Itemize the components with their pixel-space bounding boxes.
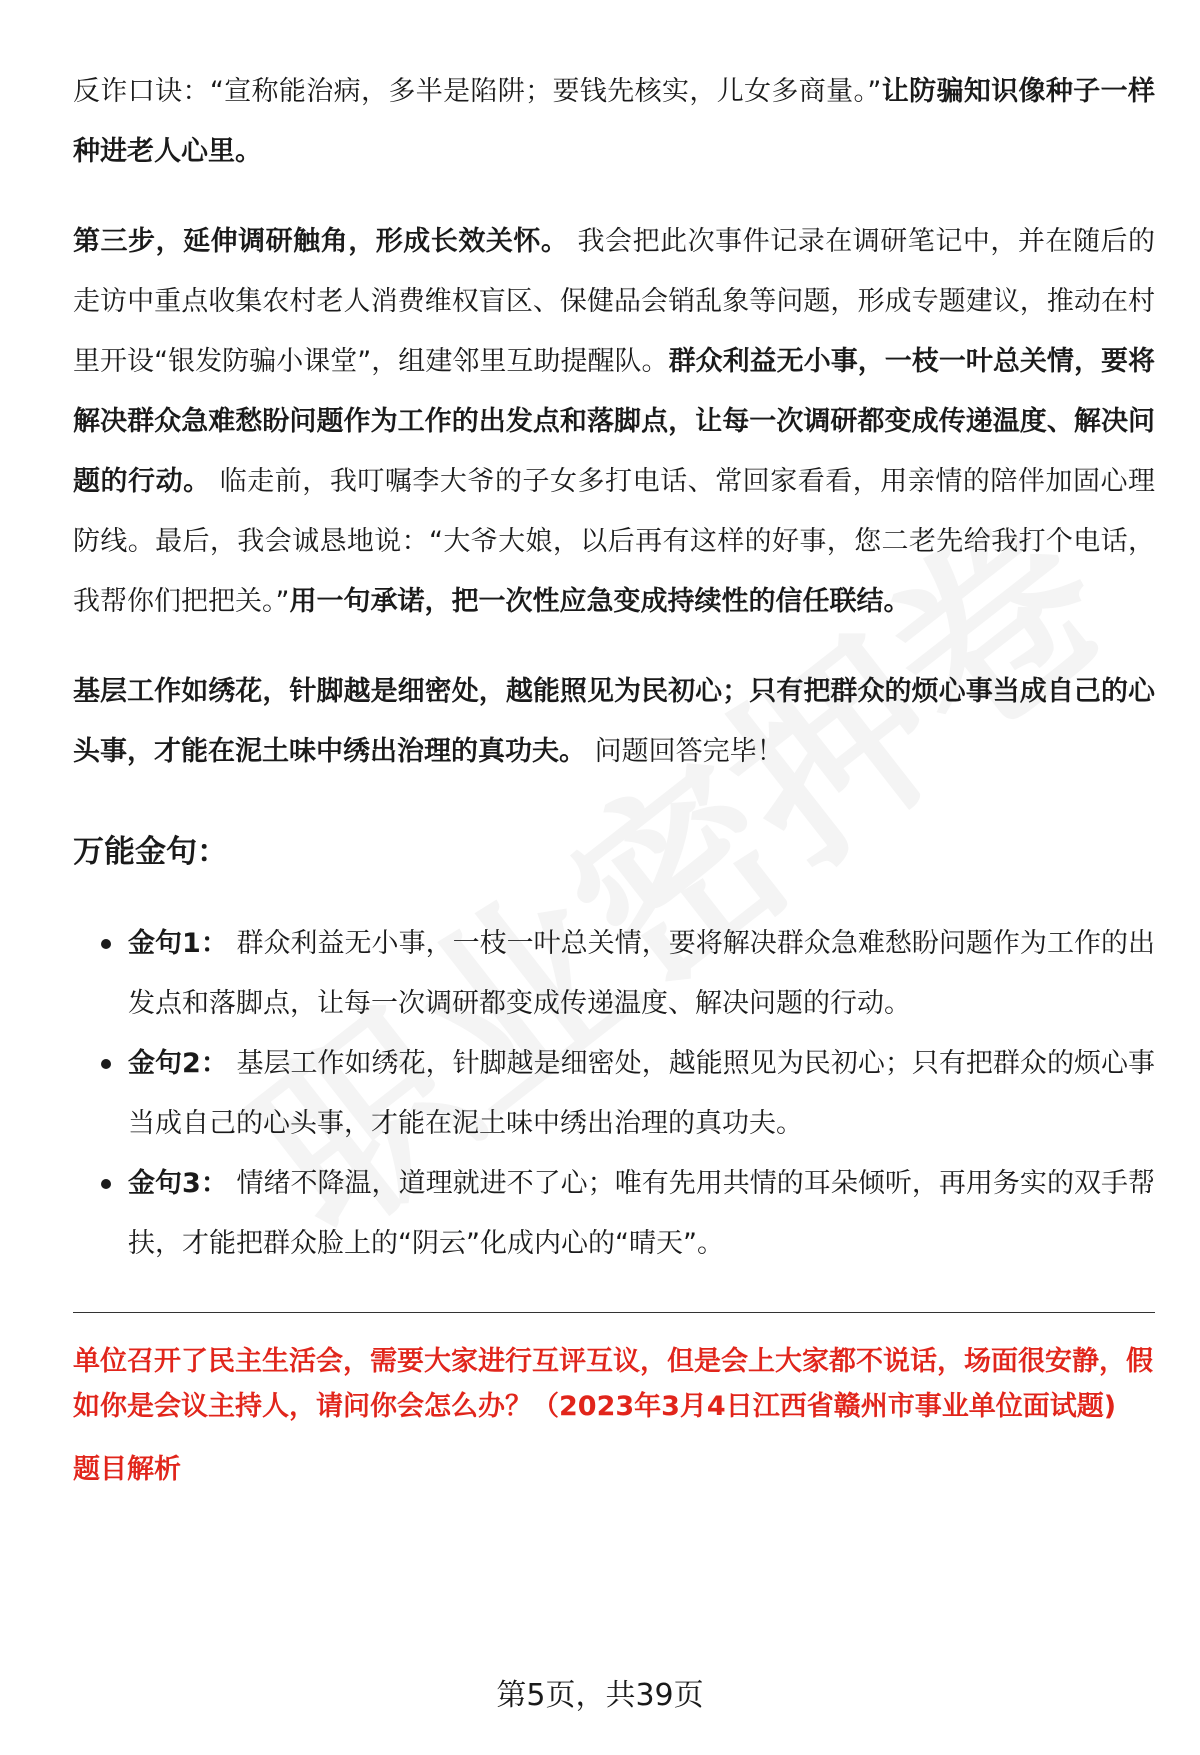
- document-page: [73, 62, 1155, 1492]
- paragraph-text: 问题回答完毕！: [594, 736, 784, 767]
- analysis-label: 题目解析: [73, 1454, 181, 1485]
- quote-text: 群众利益无小事，一枝一叶总关情，要将解决群众急难愁盼问题作为工作的出发点和落脚点，让每一次调研都变成传递温度、解决问题的行动。: [128, 928, 1155, 1019]
- bullet-icon: [101, 1059, 111, 1069]
- paragraph-bold-text: 群众利益无小事，一枝一叶总关情，要将解决群众急难愁盼问题作为工作的出发点和落脚点，让每一次调研都变成传递温度、解决问题的行动。: [73, 346, 1155, 497]
- list-item: [73, 914, 1155, 1034]
- paragraph-bold-text: 用一句承诺，把一次性应急变成持续性的信任联结。: [289, 586, 911, 617]
- quote-label: 金句1：: [128, 928, 228, 959]
- paragraph-bold-text: 让防骗知识像种子一样种进老人心里。: [73, 76, 1156, 167]
- quote-list: [73, 914, 1155, 1274]
- quote-text: 情绪不降温，道理就进不了心；唯有先用共情的耳朵倾听，再用务实的双手帮扶，才能把群众脸上的“阴云”化成内心的“晴天”。: [128, 1168, 1155, 1259]
- quote-label: 金句2：: [128, 1048, 228, 1079]
- paragraph-anti-fraud-rhyme: [73, 62, 1155, 182]
- section-title: 万能金句：: [73, 834, 228, 870]
- paragraph-text: 反诈口诀：“宣称能治病，多半是陷阱；要钱先核实，儿女多商量。”: [73, 76, 882, 107]
- paragraph-bold-text: 第三步，延伸调研触角，形成长效关怀。: [73, 226, 569, 257]
- bullet-icon: [101, 939, 111, 949]
- divider: [73, 1312, 1155, 1313]
- quote-label: 金句3：: [128, 1168, 228, 1199]
- paragraph-conclusion: [73, 662, 1155, 782]
- paragraph-step-three: [73, 212, 1155, 632]
- list-item: [73, 1034, 1155, 1154]
- bullet-icon: [101, 1179, 111, 1189]
- quote-text: 基层工作如绣花，针脚越是细密处，越能照见为民初心；只有把群众的烦心事当成自己的心头事，才能在泥土味中绣出治理的真功夫。: [128, 1048, 1155, 1139]
- list-item: [73, 1154, 1155, 1274]
- page-footer: 第5页，共39页: [496, 1678, 704, 1713]
- question-title: 单位召开了民主生活会，需要大家进行互评互议，但是会上大家都不说话，场面很安静，假如你是会议主持人，请问你会怎么办？（2023年3月4日江西省赣州市事业单位面试题): [73, 1346, 1153, 1422]
- paragraph-text: 临走前，我叮嘱李大爷的子女多打电话、常回家看看，用亲情的陪伴加固心理防线。最后，我会诚恳地说：“大爷大娘，以后再有这样的好事，您二老先给我打个电话，我帮你们把把关。”: [73, 466, 1155, 617]
- paragraph-text: 我会把此次事件记录在调研笔记中，并在随后的走访中重点收集农村老人消费维权盲区、保健品会销乱象等问题，形成专题建议，推动在村里开设“银发防骗小课堂”，组建邻里互助提醒队。: [73, 226, 1155, 377]
- paragraph-bold-text: 基层工作如绣花，针脚越是细密处，越能照见为民初心；只有把群众的烦心事当成自己的心头事，才能在泥土味中绣出治理的真功夫。: [73, 676, 1155, 767]
